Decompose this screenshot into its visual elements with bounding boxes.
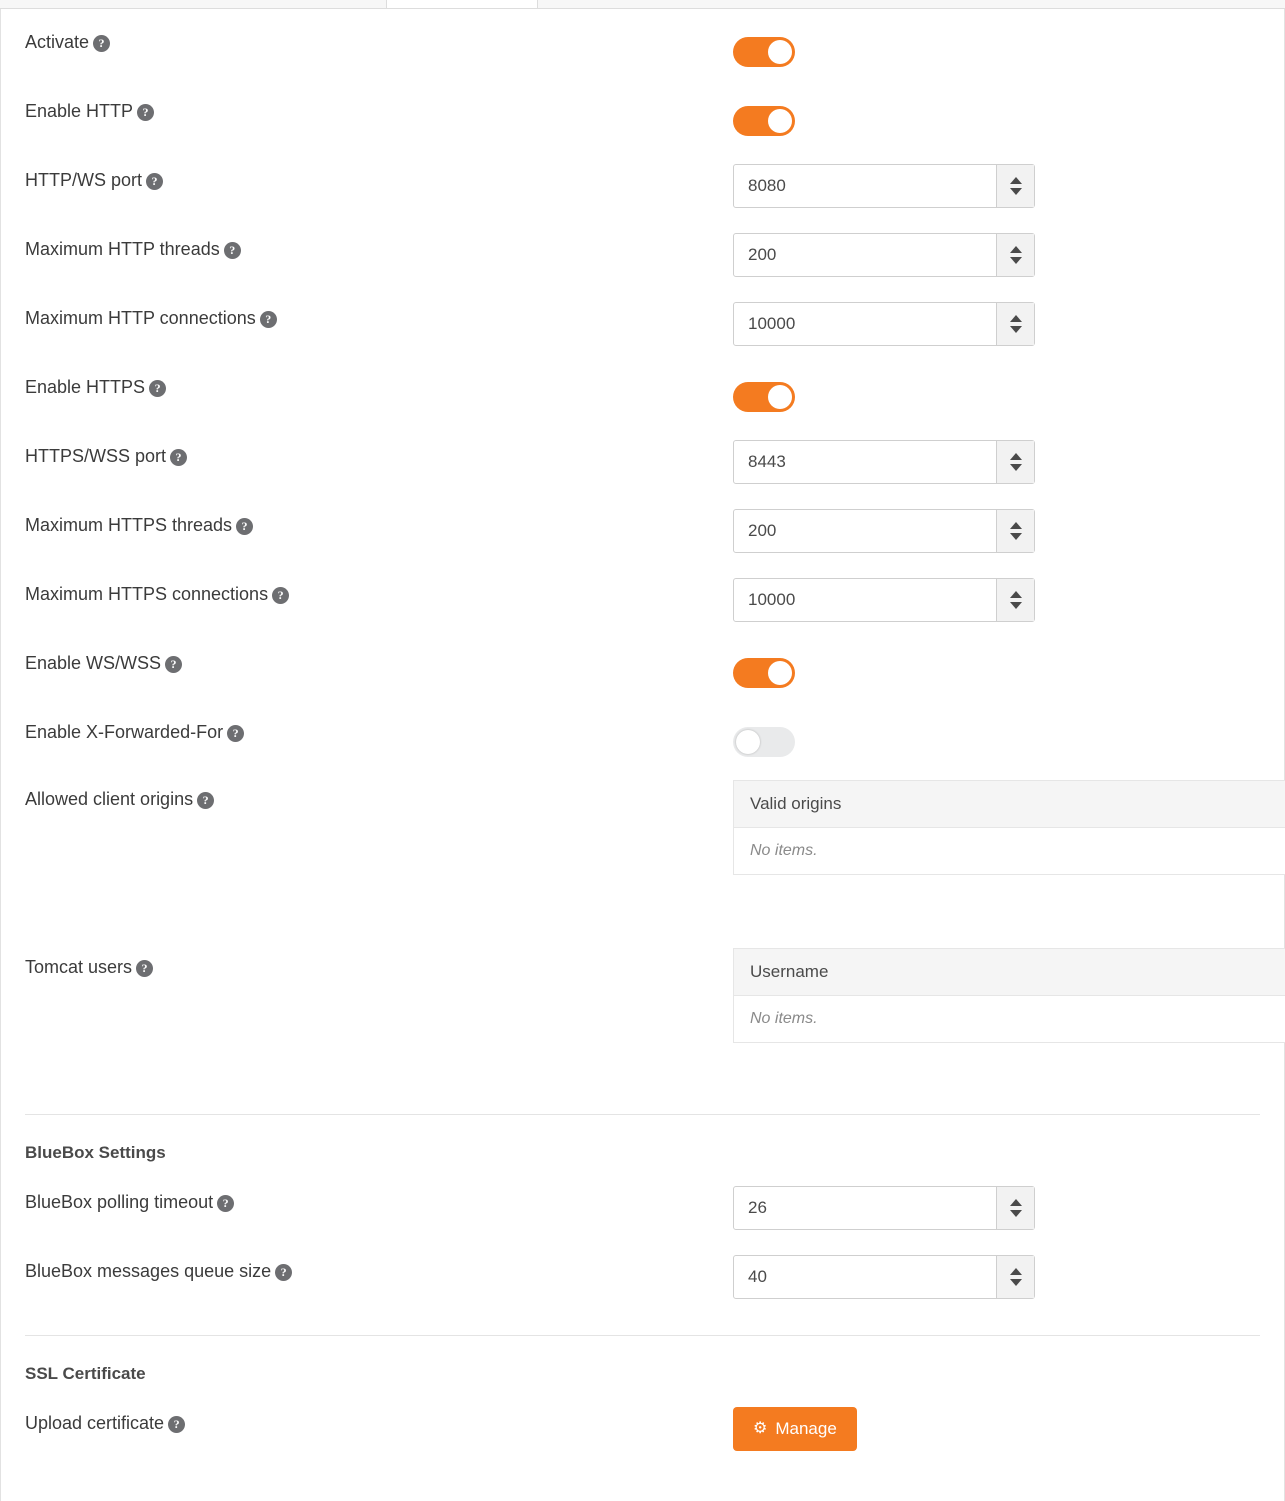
help-icon[interactable]: ? [137,104,154,121]
toggle-enable-https[interactable] [733,382,795,412]
label-bluebox-polling-timeout [25,1169,733,1213]
label-max-https-connections [25,561,733,605]
toggle-enable-http[interactable] [733,106,795,136]
toggle-enable-ws-wss[interactable] [733,658,795,688]
toggle-knob [736,730,760,754]
spinner-down-button[interactable] [997,324,1034,345]
field-enable-ws-wss [733,630,1260,693]
label-activate-text: Activate [25,32,90,52]
spinner-buttons [996,510,1034,552]
spinner-max-https-connections [733,578,1035,622]
manage-button-label: Manage [775,1419,837,1438]
label-max-https-threads-text: Maximum HTTPS threads [25,515,233,535]
spinner-https-wss-port [733,440,1035,484]
spinner-up-button[interactable] [997,510,1034,531]
chevron-up-icon [1010,246,1022,253]
label-max-http-threads [25,216,733,260]
label-enable-x-forwarded-for [25,699,733,743]
field-max-http-threads [733,216,1260,277]
toggle-knob [768,40,792,64]
field-max-https-connections [733,561,1260,622]
spinner-up-button[interactable] [997,303,1034,324]
gear-icon: ⚙ [753,1420,768,1437]
table-empty-text: No items. [734,828,1285,874]
spinner-bluebox-messages-queue-size [733,1255,1035,1299]
help-icon[interactable]: ? [227,725,244,742]
spinner-up-button[interactable] [997,579,1034,600]
help-icon[interactable]: ? [149,380,166,397]
label-max-https-connections-text: Maximum HTTPS connections [25,584,269,604]
help-icon[interactable]: ? [165,656,182,673]
row-upload-certificate [25,1390,1260,1459]
table-allowed-client-origins [733,780,1285,875]
label-enable-http [25,78,733,122]
settings-content [0,9,1285,1501]
spinner-buttons [996,441,1034,483]
label-upload-certificate [25,1390,733,1434]
label-http-ws-port [25,147,733,191]
chevron-down-icon [1010,188,1022,195]
row-allowed-client-origins [25,768,1260,936]
row-max-http-threads [25,216,1260,285]
toggle-enable-x-forwarded-for[interactable] [733,727,795,757]
spinner-max-http-connections [733,302,1035,346]
help-icon[interactable]: ? [197,792,214,809]
field-http-ws-port [733,147,1260,208]
manage-button[interactable] [733,1407,857,1451]
label-max-http-connections [25,285,733,329]
help-icon[interactable]: ? [93,35,110,52]
spinner-bluebox-polling-timeout [733,1186,1035,1230]
table-column-header: Valid origins [734,781,1285,828]
label-https-wss-port [25,423,733,467]
label-bluebox-messages-queue-size [25,1238,733,1282]
help-icon[interactable]: ? [168,1416,185,1433]
label-allowed-client-origins-text: Allowed client origins [25,789,194,809]
row-enable-https [25,354,1260,423]
row-max-http-connections [25,285,1260,354]
help-icon[interactable]: ? [146,173,163,190]
toggle-knob [768,385,792,409]
row-bluebox-polling-timeout [25,1169,1260,1238]
help-icon[interactable]: ? [170,449,187,466]
spinner-down-button[interactable] [997,462,1034,483]
input-bluebox-polling-timeout[interactable] [734,1187,996,1229]
label-tomcat-users-text: Tomcat users [25,957,133,977]
field-enable-http [733,78,1260,141]
help-icon[interactable]: ? [136,960,153,977]
label-activate [25,9,733,53]
field-enable-https [733,354,1260,417]
chevron-down-icon [1010,326,1022,333]
chevron-up-icon [1010,1199,1022,1206]
chevron-down-icon [1010,1279,1022,1286]
help-icon[interactable]: ? [260,311,277,328]
label-allowed-client-origins [25,768,733,810]
help-icon[interactable]: ? [236,518,253,535]
field-allowed-client-origins [733,768,1285,875]
table-empty-text: No items. [734,996,1285,1042]
input-http-ws-port[interactable] [734,165,996,207]
help-icon[interactable]: ? [224,242,241,259]
section-title-ssl: SSL Certificate [25,1364,146,1383]
chevron-down-icon [1010,464,1022,471]
input-max-http-threads[interactable] [734,234,996,276]
spinner-buttons [996,579,1034,621]
spinner-max-https-threads [733,509,1035,553]
label-enable-https [25,354,733,398]
row-bluebox-messages-queue-size [25,1238,1260,1307]
input-max-https-threads[interactable] [734,510,996,552]
field-https-wss-port [733,423,1260,484]
field-max-http-connections [733,285,1260,346]
chevron-up-icon [1010,315,1022,322]
spinner-down-button[interactable] [997,186,1034,207]
row-enable-http [25,78,1260,147]
input-max-https-connections[interactable] [734,579,996,621]
spinner-buttons [996,165,1034,207]
section-title-bluebox: BlueBox Settings [25,1143,166,1162]
help-icon[interactable]: ? [272,587,289,604]
row-activate [25,9,1260,78]
input-bluebox-messages-queue-size[interactable] [734,1256,996,1298]
row-tomcat-users [25,936,1260,1104]
chevron-down-icon [1010,602,1022,609]
spinner-max-http-threads [733,233,1035,277]
field-enable-x-forwarded-for [733,699,1260,762]
spinner-down-button[interactable] [997,1277,1034,1298]
row-enable-x-forwarded-for [25,699,1260,768]
spinner-down-button[interactable] [997,600,1034,621]
chevron-up-icon [1010,453,1022,460]
spinner-up-button[interactable] [997,1256,1034,1277]
field-tomcat-users [733,936,1285,1043]
label-max-https-threads [25,492,733,536]
label-enable-https-text: Enable HTTPS [25,377,146,397]
label-upload-certificate-text: Upload certificate [25,1413,165,1433]
field-upload-certificate [733,1390,1260,1451]
chevron-down-icon [1010,1210,1022,1217]
label-max-http-threads-text: Maximum HTTP threads [25,239,220,259]
spinner-up-button[interactable] [997,165,1034,186]
spinner-http-ws-port [733,164,1035,208]
chevron-down-icon [1010,257,1022,264]
label-enable-ws-wss [25,630,733,674]
row-enable-ws-wss [25,630,1260,699]
label-bluebox-messages-queue-size-text: BlueBox messages queue size [25,1261,272,1281]
spinner-buttons [996,1256,1034,1298]
chevron-up-icon [1010,1268,1022,1275]
spinner-up-button[interactable] [997,441,1034,462]
label-max-http-connections-text: Maximum HTTP connections [25,308,256,328]
label-bluebox-polling-timeout-text: BlueBox polling timeout [25,1192,214,1212]
toggle-knob [768,661,792,685]
field-activate [733,9,1260,72]
label-enable-x-forwarded-for-text: Enable X-Forwarded-For [25,722,224,742]
help-icon[interactable]: ? [275,1264,292,1281]
tab-strip [0,0,1285,9]
field-max-https-threads [733,492,1260,553]
chevron-up-icon [1010,591,1022,598]
row-https-wss-port [25,423,1260,492]
spinner-down-button[interactable] [997,531,1034,552]
field-bluebox-messages-queue-size [733,1238,1260,1299]
toggle-knob [768,109,792,133]
spinner-down-button[interactable] [997,255,1034,276]
label-https-wss-port-text: HTTPS/WSS port [25,446,167,466]
help-icon[interactable]: ? [217,1195,234,1212]
input-max-http-connections[interactable] [734,303,996,345]
field-bluebox-polling-timeout [733,1169,1260,1230]
chevron-up-icon [1010,177,1022,184]
chevron-down-icon [1010,533,1022,540]
active-tab[interactable] [386,0,538,8]
label-enable-ws-wss-text: Enable WS/WSS [25,653,162,673]
label-enable-http-text: Enable HTTP [25,101,134,121]
input-https-wss-port[interactable] [734,441,996,483]
spinner-up-button[interactable] [997,1187,1034,1208]
table-tomcat-users [733,948,1285,1043]
row-http-ws-port [25,147,1260,216]
spinner-buttons [996,303,1034,345]
table-column-header: Username [734,949,1285,996]
row-max-https-threads [25,492,1260,561]
spinner-down-button[interactable] [997,1208,1034,1229]
spinner-buttons [996,234,1034,276]
chevron-up-icon [1010,522,1022,529]
toggle-activate[interactable] [733,37,795,67]
label-tomcat-users [25,936,733,978]
spinner-buttons [996,1187,1034,1229]
label-http-ws-port-text: HTTP/WS port [25,170,143,190]
spinner-up-button[interactable] [997,234,1034,255]
row-max-https-connections [25,561,1260,630]
